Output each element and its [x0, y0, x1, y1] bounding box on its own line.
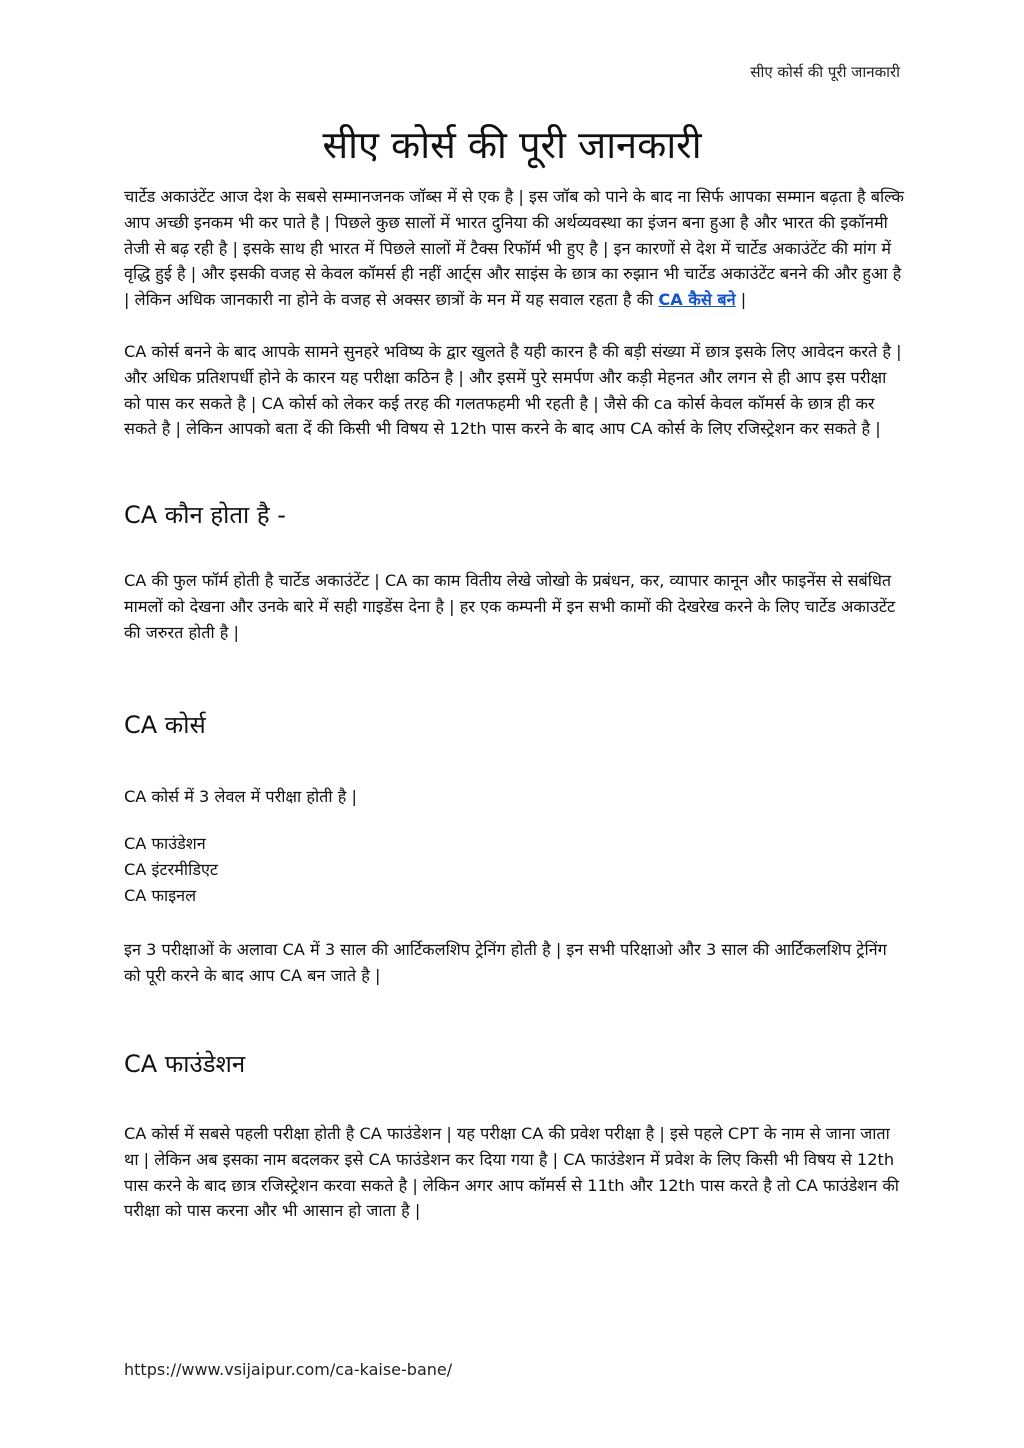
course-levels-list — [124, 831, 904, 909]
running-header: सीए कोर्स की पूरी जानकारी — [750, 63, 900, 81]
course-level-item: CA इंटरमीडिएट — [124, 860, 219, 880]
page-title: सीए कोर्स की पूरी जानकारी — [322, 123, 702, 167]
section-course-paragraph: इन 3 परीक्षाओं के अलावा CA में 3 साल की आर्टिकलशिप ट्रेनिंग होती है | इन सभी परिक्षाओ और 3 साल की आर्टिकलशिप ट्रेनिंग को पूरी करने के बाद आप CA बन जाते है | — [124, 940, 887, 986]
section-heading-foundation: CA फाउंडेशन — [124, 1049, 246, 1078]
footer-url: https://www.vsijaipur.com/ca-kaise-bane/ — [124, 1360, 453, 1379]
intro-paragraph-1 — [124, 184, 904, 313]
ca-kaise-bane-link[interactable]: CA कैसे बने — [658, 290, 736, 310]
section-heading-course: CA कोर्स — [124, 710, 206, 739]
article-body — [124, 184, 904, 1224]
section-foundation-paragraph: CA कोर्स में सबसे पहली परीक्षा होती है CA फाउंडेशन | यह परीक्षा CA की प्रवेश परीक्षा है | इसे पहले CPT के नाम से जाना जाता था | लेकिन अब इसका नाम बदलकर इसे CA फाउंडेशन कर दिया गया है | CA फाउंडेशन में प्रवेश के लिए किसी भी विषय से 12th पास करने के बाद छात्र रजिस्ट्रेशन करवा सकते है | लेकिन अगर आप कॉमर्स से 11th और 12th पास करते है तो CA फाउंडेशन की परीक्षा को पास करना और भी आसान हो जाता है | — [124, 1123, 899, 1221]
course-level-item: CA फाउंडेशन — [124, 834, 206, 854]
intro-paragraph-2: CA कोर्स बनने के बाद आपके सामने सुनहरे भविष्य के द्वार खुलते है यही कारन है की बड़ी संख्या में छात्र इसके लिए आवेदन करते है | और अधिक प्रतिशपर्धी होने के कारन यह परीक्षा कठिन है | और इसमें पुरे समर्पण और कड़ी मेहनत और लगन से ही आप इस परीक्षा को पास कर सकते है | CA कोर्स को लेकर कई तरह की गलतफहमी भी रहती है | जैसे की ca कोर्स केवल कॉमर्स के छात्र ही कर सकते है | लेकिन आपको बता दें की किसी भी विषय से 12th पास करने के बाद आप CA कोर्स के लिए रजिस्ट्रेशन कर सकते है | — [124, 341, 902, 439]
section-heading-who: CA कौन होता है - — [124, 501, 286, 530]
section-who-paragraph: CA की फुल फॉर्म होती है चार्टेड अकाउंटेंट | CA का काम वितीय लेखे जोखो के प्रबंधन, कर, व्यापार कानून और फाइनेंस से सबंधित मामलों को देखना और उनके बारे में सही गाइडेंस देना है | हर एक कम्पनी में इन सभी कामों की देखरेख करने के लिए चार्टेड अकाउटेंट की जरुरत होती है | — [124, 571, 896, 642]
intro-paragraph-1-end: | — [735, 290, 747, 310]
intro-paragraph-1-text: चार्टेड अकाउंटेंट आज देश के सबसे सम्मानजनक जॉब्स में से एक है | इस जॉब को पाने के बाद ना सिर्फ आपका सम्मान बढ़ता है बल्कि आप अच्छी इनकम भी कर पाते है | पिछले कुछ सालों में भारत दुनिया की अर्थव्यवस्था का इंजन बना हुआ है और भारत की इकॉनमी तेजी से बढ़ रही है | इसके साथ ही भारत में पिछले सालों में टैक्स रिफॉर्म भी हुए है | इन कारणों से देश में चार्टेड अकाउंटेंट की मांग में वृद्धि हुई है | और इसकी वजह से केवल कॉमर्स ही नहीं आर्ट्स और साइंस के छात्र का रुझान भी चार्टेड अकाउंटेंट बनने की और हुआ है | लेकिन अधिक जानकारी ना होने के वजह से अक्सर छात्रों के मन में यह सवाल रहता है की — [124, 187, 904, 310]
section-course-intro: CA कोर्स में 3 लेवल में परीक्षा होती है | — [124, 786, 357, 806]
course-level-item: CA फाइनल — [124, 886, 197, 906]
